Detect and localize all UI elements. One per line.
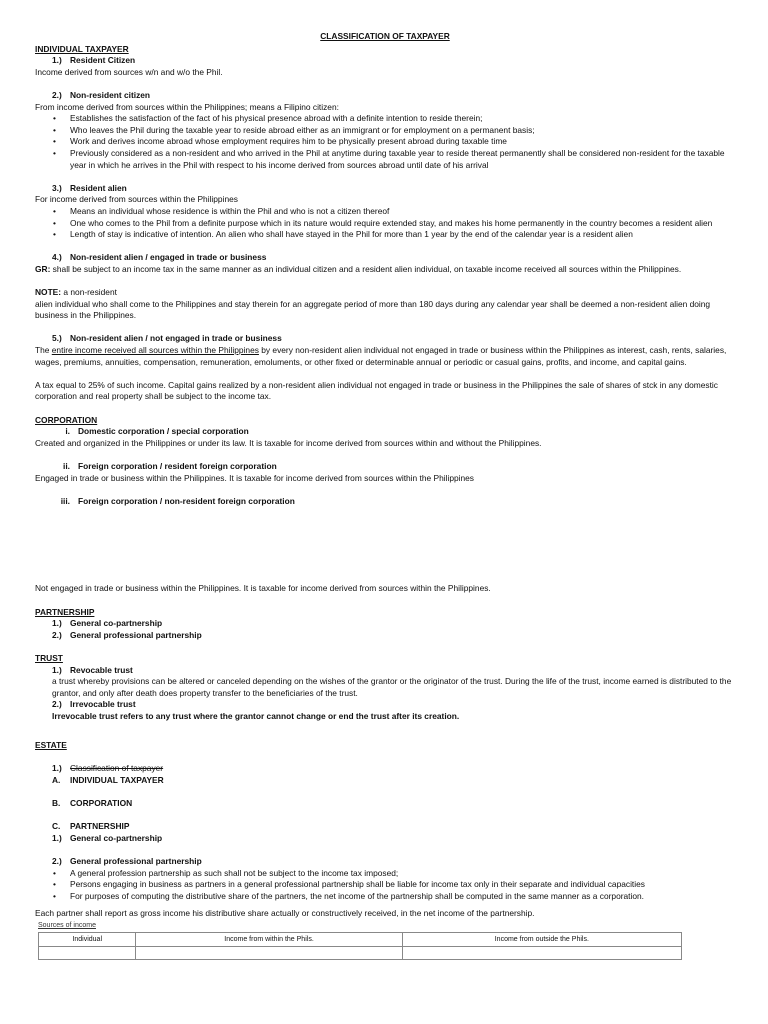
sources-of-income-table — [38, 932, 682, 961]
table-cell — [136, 947, 402, 960]
section-heading-trust: TRUST — [35, 652, 63, 663]
section-heading-partnership: PARTNERSHIP — [35, 606, 95, 617]
table-cell — [39, 947, 136, 960]
nra-engaged-gr: GR: shall be subject to an income tax in the same manner as an individual citizen and a resident alien individual, on taxable income received all sources within the Philippines. — [35, 263, 682, 274]
item-nonresident-citizen: 2.) Non-resident citizen — [52, 89, 151, 100]
domestic-corporation-text: Created and organized in the Philippines or under its law. It is taxable for income derived from sources within and without the Philippines. — [35, 437, 542, 448]
document-page — [35, 31, 735, 960]
nra-tax-text: A tax equal to 25% of such income. Capital gains realized by a non-resident alien individual not engaged in trade or business in the Philippines the sale of shares of stck in any domestic corporation and real property shall be subject to the income tax. — [35, 379, 718, 402]
partner-gross-income-text: Each partner shall report as gross income his distributive share actually or constructively received, in the net income of the partnership. — [35, 908, 535, 919]
item-resident-alien: 3.) Resident alien — [52, 182, 127, 193]
list-item: • Length of stay is indicative of intention. An alien who shall have stayed in the Phil for more than 1 year by the end of the calendar year is a resident alien — [35, 229, 735, 241]
table-row — [39, 932, 682, 947]
section-heading-individual: INDIVIDUAL TAXPAYER — [35, 43, 129, 54]
item-nra-engaged: 4.) Non-resident alien / engaged in trade or business — [52, 252, 267, 263]
item-domestic-corporation: i. Domestic corporation / special corporation — [65, 426, 249, 437]
table-caption: Sources of income — [38, 921, 96, 929]
item-classification-of-taxpayer: 1.) Classification of taxpayer — [52, 763, 164, 774]
resident-foreign-corporation-text: Engaged in trade or business within the Philippines. It is taxable for income derived from sources within the Philippines — [35, 472, 474, 483]
list-item: • Work and derives income abroad whose employment requires him to be physically present abroad during taxable time — [35, 136, 735, 148]
irrevocable-trust-text: Irrevocable trust refers to any trust where the grantor cannot change or end the trust after its creation. — [52, 710, 460, 721]
item-a-individual-taxpayer: A. INDIVIDUAL TAXPAYER — [52, 774, 164, 785]
nra-not-engaged-text: The entire income received all sources within the Philippines by every non-resident alien individual not engaged in trade or business within the Philippines as interest, cash, rents, salaries, wages, premiums, annuities, compensation, remuneration, emoluments, or other fixed or determinable annual or periodic or casual gains, profits, and income, and capital gains. — [35, 345, 727, 367]
list-item: • Previously considered as a non-resident and who arrived in the Phil at anytime during taxable year to reside thereat permanently shall be considered non-resident for the taxable year in which he arrives in the Phil with respect to his income derived from sources abroad until date of his arrival — [35, 148, 735, 171]
resident-citizen-text: Income derived from sources w/n and w/o the Phil. — [35, 66, 223, 77]
item-c1-general-co-partnership: 1.) General co-partnership — [52, 832, 163, 843]
table-header-cell: Individual — [39, 932, 136, 947]
list-item: • Means an individual whose residence is within the Phil and who is not a citizen thereof — [35, 206, 735, 218]
revocable-trust-text: a trust whereby provisions can be altered or canceled depending on the wishes of the grantor or the originator of the trust. During the life of the trust, income earned is distributed to the grantor, and only after death does property transfer to the beneficiaries of the trust. — [52, 676, 732, 698]
item-b-corporation: B. CORPORATION — [52, 798, 133, 809]
item-nra-not-engaged: 5.) Non-resident alien / not engaged in trade or business — [52, 333, 282, 344]
item-resident-foreign-corporation: ii. Foreign corporation / resident foreign corporation — [63, 460, 277, 471]
item-nonresident-foreign-corporation: iii. Foreign corporation / non-resident foreign corporation — [60, 495, 295, 506]
item-revocable-trust: 1.) Revocable trust — [52, 664, 133, 675]
nra-engaged-note-text: alien individual who shall come to the Philippines and stay therein for an aggregate period of more than 180 days during any calendar year shall be deemed a non-resident alien doing business in the Philippines. — [35, 298, 711, 321]
list-item: • Who leaves the Phil during the taxable year to reside abroad either as an immigrant or for employment on a permanent basis; — [35, 125, 735, 137]
item-c2-general-professional-partnership: 2.) General professional partnership — [52, 856, 202, 866]
item-resident-citizen: 1.) Resident Citizen — [52, 55, 136, 66]
list-item: • A general profession partnership as such shall not be subject to the income tax imposed; — [35, 868, 735, 880]
gpp-list — [35, 868, 735, 903]
resident-alien-list — [35, 206, 735, 241]
item-c-partnership: C. PARTNERSHIP — [52, 821, 130, 832]
section-heading-corporation: CORPORATION — [35, 414, 98, 425]
list-item: • Persons engaging in business as partners in a general professional partnership shall be liable for income tax only in their separate and individual capacities — [35, 879, 735, 891]
section-heading-estate: ESTATE — [35, 740, 67, 751]
nra-engaged-note: NOTE: a non-resident — [35, 287, 117, 298]
list-item: • Establishes the satisfaction of the fact of his physical presence abroad with a definite intention to reside therein; — [35, 113, 735, 125]
list-item: • For purposes of computing the distributive share of the partners, the net income of the partnership shall be computed in the same manner as a corporation. — [35, 891, 735, 903]
nonresident-citizen-list — [35, 113, 735, 171]
table-header-cell: Income from outside the Phils. — [402, 932, 681, 947]
table-row — [39, 947, 682, 960]
nonresident-citizen-text: From income derived from sources within the Philippines; means a Filipino citizen: — [35, 101, 339, 112]
nonresident-foreign-corporation-text: Not engaged in trade or business within the Philippines. It is taxable for income derived from sources within the Philippines. — [35, 583, 491, 594]
list-item: • One who comes to the Phil from a definite purpose which in its nature would require extended stay, and makes his home permanently in the country becomes a resident alien — [35, 218, 735, 230]
item-general-professional-partnership: 2.) General professional partnership — [52, 629, 202, 640]
document-title: CLASSIFICATION OF TAXPAYER — [320, 31, 450, 41]
table-cell — [402, 947, 681, 960]
resident-alien-text: For income derived from sources within the Philippines — [35, 194, 238, 205]
table-header-cell: Income from within the Phils. — [136, 932, 402, 947]
item-irrevocable-trust: 2.) Irrevocable trust — [52, 699, 136, 710]
item-general-co-partnership: 1.) General co-partnership — [52, 618, 163, 629]
